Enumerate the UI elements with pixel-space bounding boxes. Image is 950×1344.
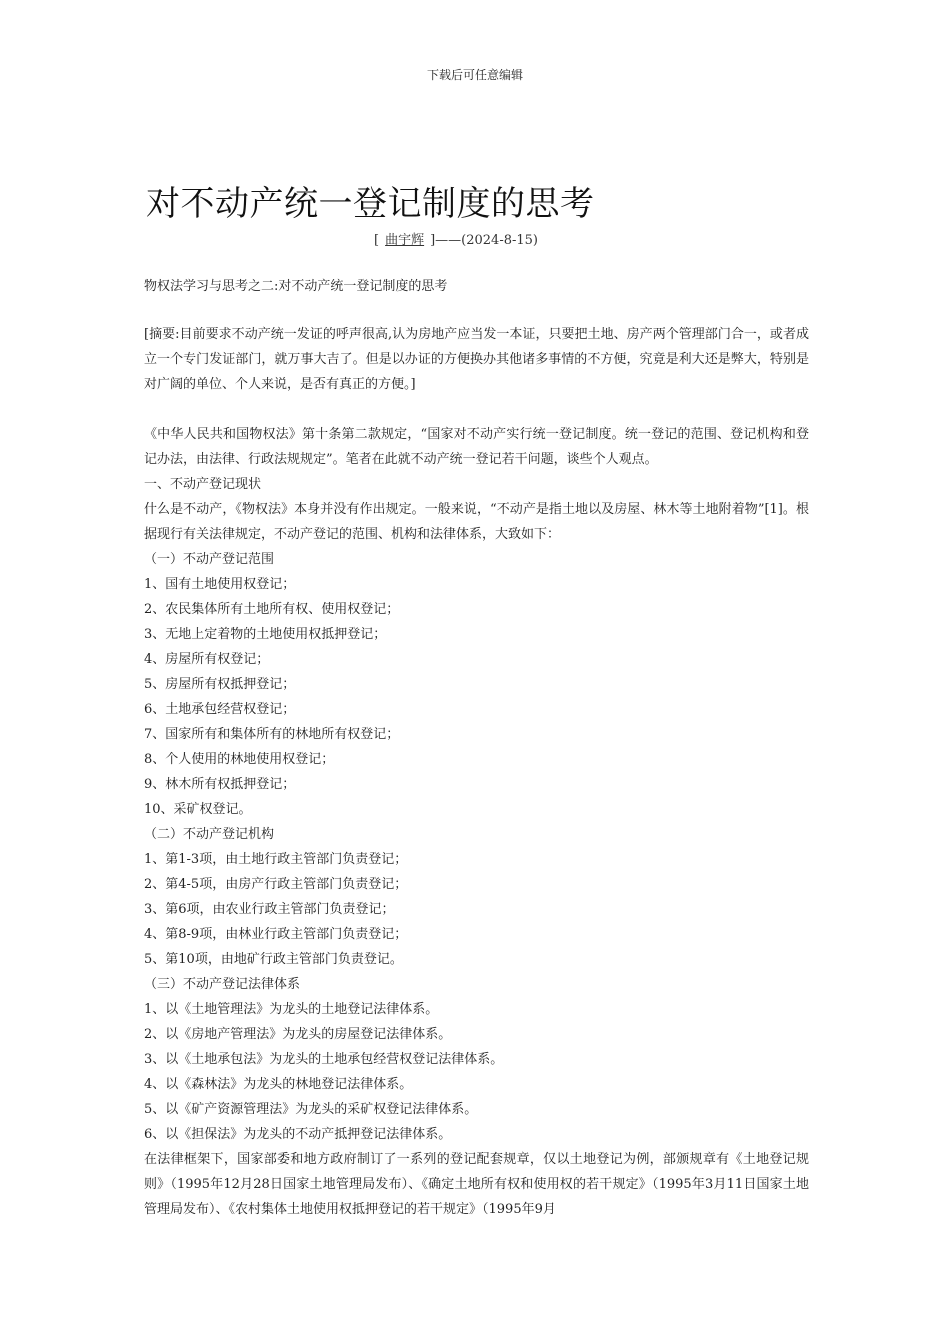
paragraph: 在法律框架下，国家部委和地方政府制订了一系列的登记配套规章，仅以土地登记为例，部颁规章有《土地登记规则》（1995年12月28日国家土地管理局发布）、《确定土地所有权和使用权的若干规定》（1995年3月11日国家土地管理局发布）、《农村集体土地使用权抵押登记的若干规定》（1995年9月 [144, 1152, 809, 1217]
paragraph: 《中华人民共和国物权法》第十条第二款规定，“国家对不动产实行统一登记制度。统一登记的范围、登记机构和登记办法，由法律、行政法规规定”。笔者在此就不动产统一登记若干问题，谈些个人观点。 [144, 427, 809, 467]
list-item: 3、以《土地承包法》为龙头的土地承包经营权登记法律体系。 [144, 1052, 504, 1067]
section-heading: 一、不动产登记现状 [144, 477, 262, 492]
list-item: 2、农民集体所有土地所有权、使用权登记； [144, 602, 400, 617]
byline-date: ]——(2024-8-15) [430, 233, 538, 248]
list-item: 8、个人使用的林地使用权登记； [144, 752, 335, 767]
list-item: 7、国家所有和集体所有的林地所有权登记； [144, 727, 400, 742]
subsection-heading: （二）不动产登记机构 [144, 827, 275, 842]
byline [374, 229, 538, 248]
list-item: 5、第10项，由地矿行政主管部门负责登记。 [144, 952, 403, 967]
byline-open: [ [374, 233, 380, 248]
document-title: 对不动产统一登记制度的思考 [146, 184, 595, 224]
list-item: 6、土地承包经营权登记； [144, 702, 296, 717]
list-item: 3、第6项，由农业行政主管部门负责登记； [144, 902, 395, 917]
header-note: 下载后可任意编辑 [426, 68, 523, 82]
list-item: 5、房屋所有权抵押登记； [144, 677, 296, 692]
list-item: 1、以《土地管理法》为龙头的土地登记法律体系。 [144, 1002, 439, 1017]
list-item: 2、第4-5项，由房产行政主管部门负责登记； [144, 877, 408, 892]
list-item: 10、采矿权登记。 [144, 802, 252, 817]
list-item: 4、第8-9项，由林业行政主管部门负责登记； [144, 927, 408, 942]
list-item: 1、国有土地使用权登记； [144, 577, 296, 592]
subtitle: 物权法学习与思考之二:对不动产统一登记制度的思考 [144, 279, 448, 294]
subsection-heading: （三）不动产登记法律体系 [144, 977, 301, 992]
list-item: 2、以《房地产管理法》为龙头的房屋登记法律体系。 [144, 1027, 452, 1042]
list-item: 3、无地上定着物的土地使用权抵押登记； [144, 627, 387, 642]
list-item: 4、以《森林法》为龙头的林地登记法律体系。 [144, 1077, 413, 1092]
body-text [144, 422, 809, 1222]
subsection-heading: （一）不动产登记范围 [144, 552, 275, 567]
author-name: 曲宇辉 [385, 233, 425, 248]
paragraph: 什么是不动产，《物权法》本身并没有作出规定。一般来说，“不动产是指土地以及房屋、林木等土地附着物”[1]。根据现行有关法律规定，不动产登记的范围、机构和法律体系，大致如下： [144, 502, 809, 542]
abstract: [摘要:目前要求不动产统一发证的呼声很高,认为房地产应当发一本证，只要把土地、房产两个管理部门合一，或者成立一个专门发证部门，就万事大吉了。但是以办证的方便换办其他诸多事情的不方便，究竟是利大还是弊大，特别是对广阔的单位、个人来说，是否有真正的方便。] [144, 327, 809, 392]
list-item: 1、第1-3项，由土地行政主管部门负责登记； [144, 852, 408, 867]
list-item: 5、以《矿产资源管理法》为龙头的采矿权登记法律体系。 [144, 1102, 478, 1117]
list-item: 9、林木所有权抵押登记； [144, 777, 296, 792]
list-item: 6、以《担保法》为龙头的不动产抵押登记法律体系。 [144, 1127, 452, 1142]
list-item: 4、房屋所有权登记； [144, 652, 270, 667]
